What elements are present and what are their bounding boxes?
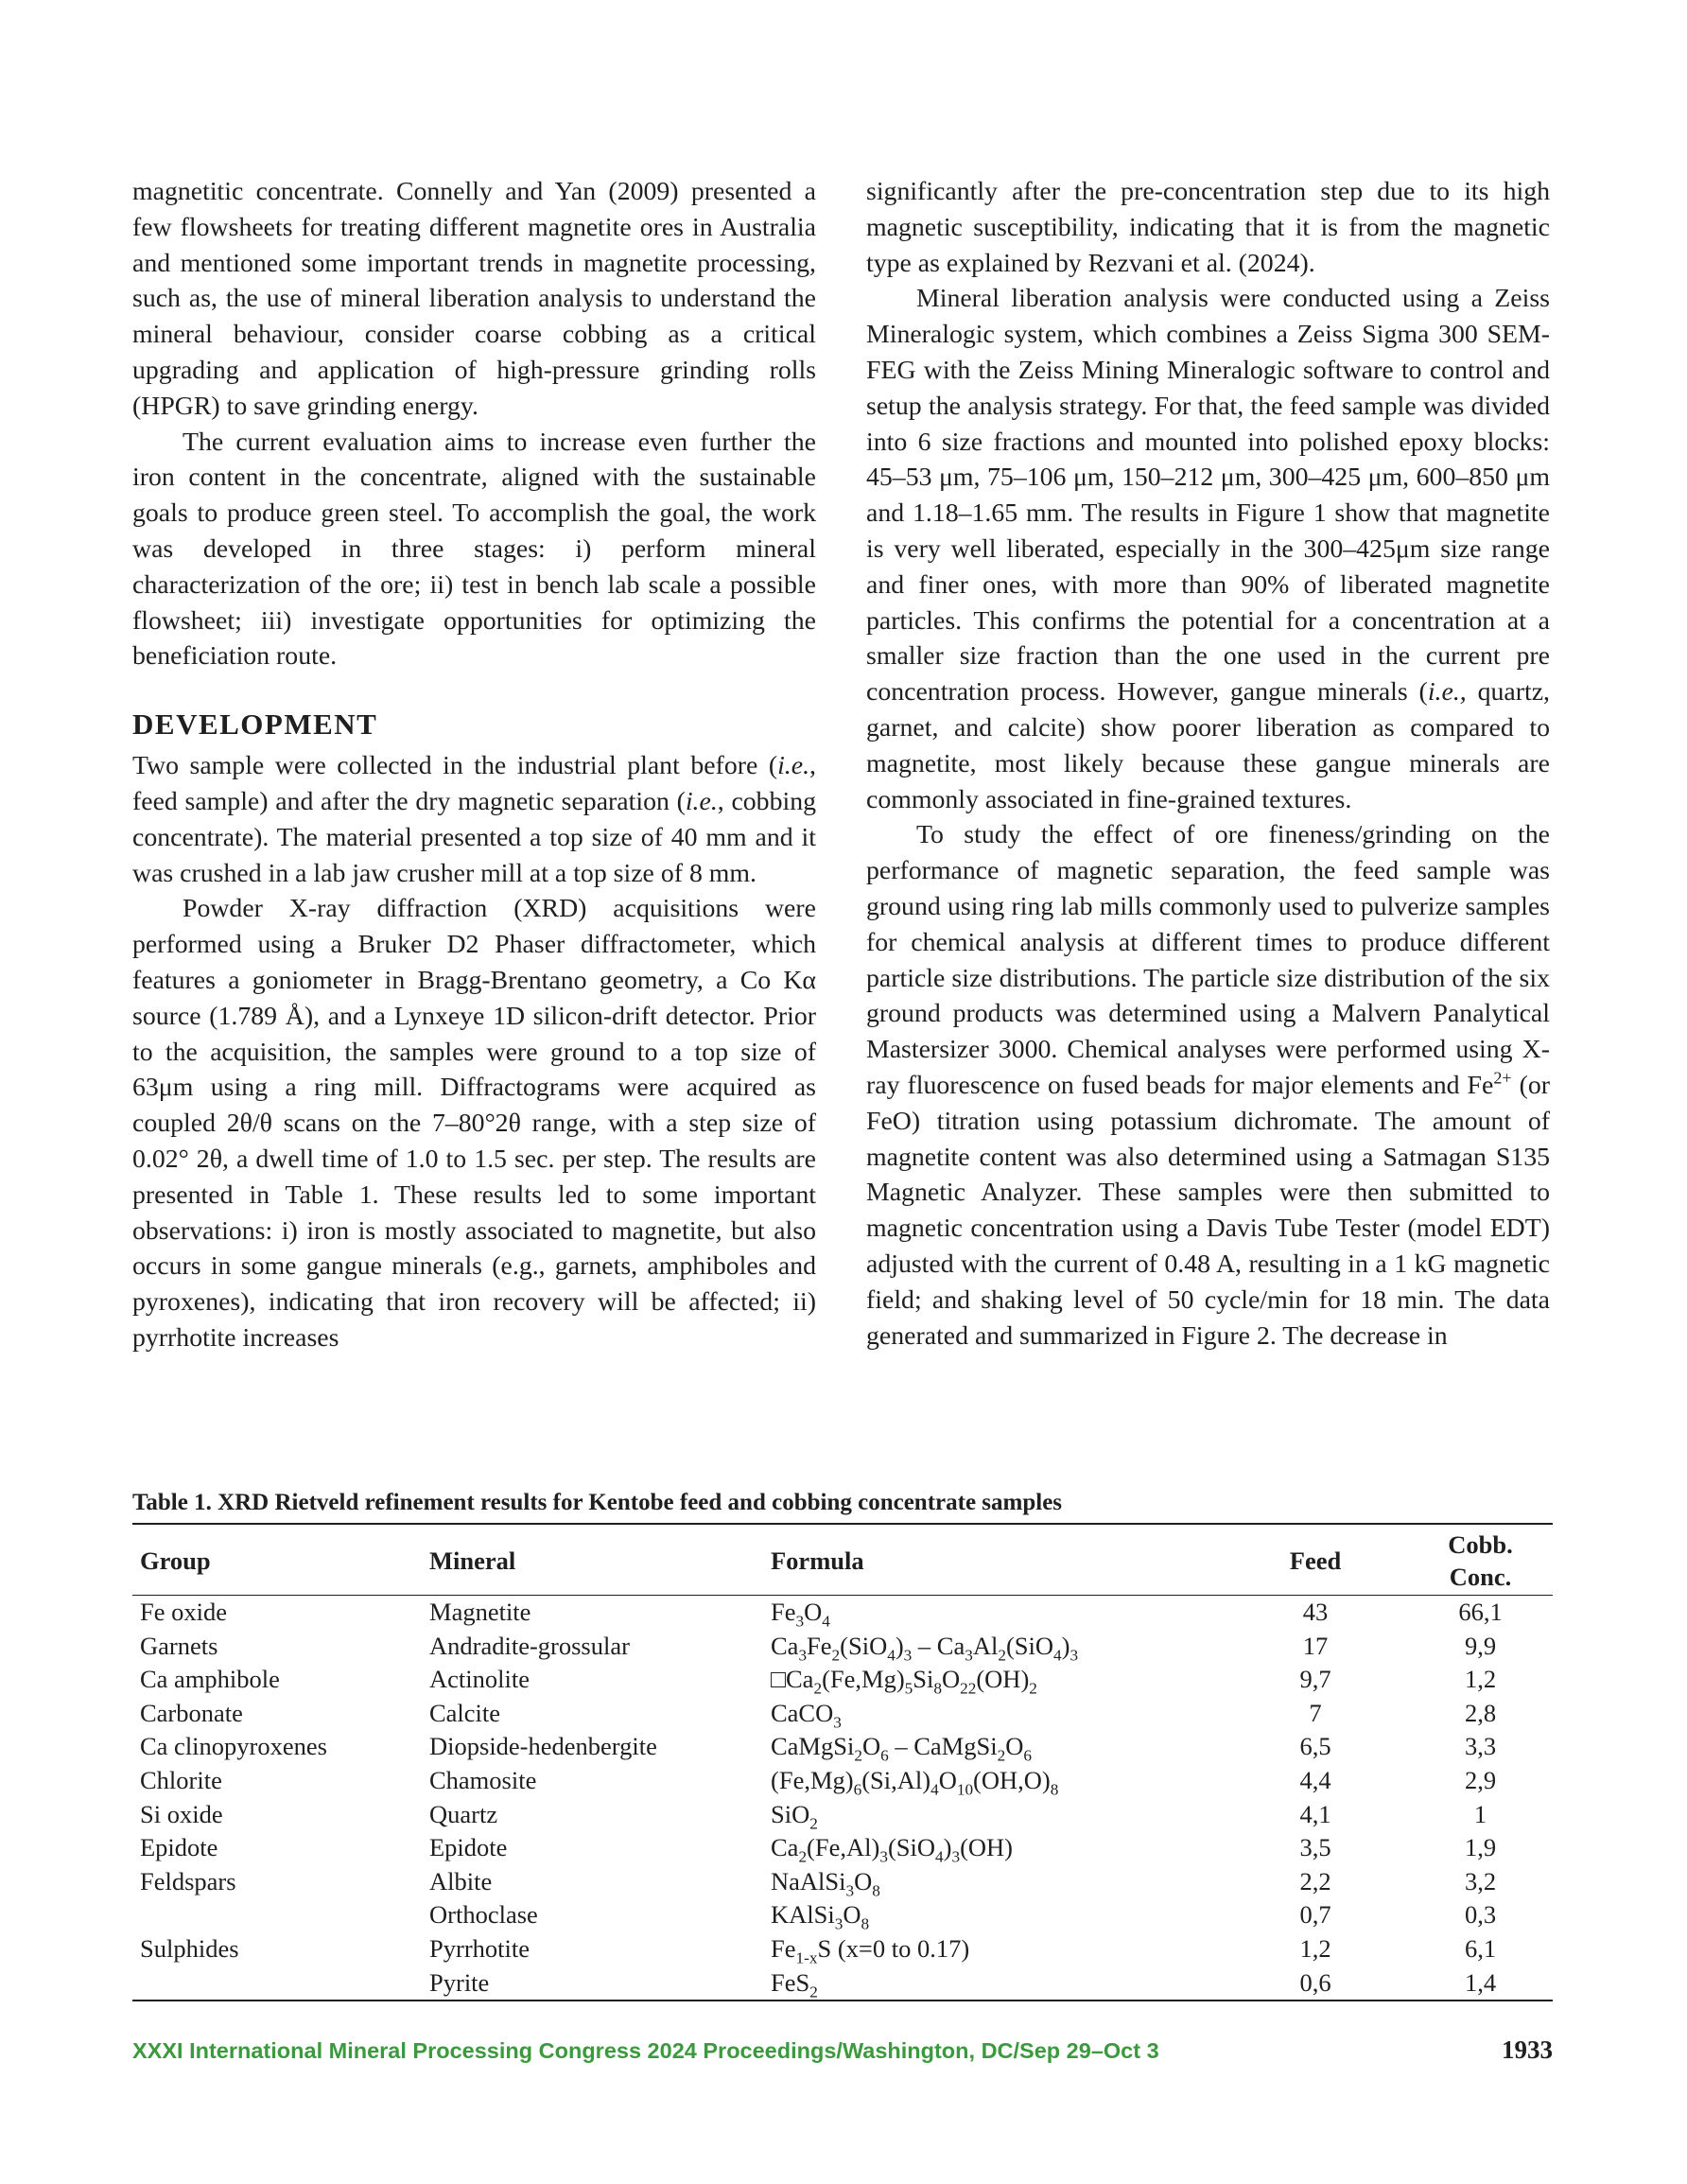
paragraph: significantly after the pre-concentration step due to its high magnetic susceptibility, indicating that it is from the magnetic type as explained by Rezvani et al. (2024).: [866, 177, 1550, 278]
xrd-results-table: [132, 1523, 1553, 2001]
cell-mineral: Calcite: [429, 1698, 501, 1727]
cell-cobb-conc: 1,2: [1464, 1665, 1497, 1694]
column-header-mineral: Mineral: [422, 1524, 763, 1596]
cell-feed: 0,6: [1299, 1967, 1331, 1997]
cell-cobb-conc: 6,1: [1464, 1933, 1497, 1963]
cell-mineral: Pyrite: [429, 1967, 490, 1997]
paragraph: Two sample were collected in the industrial plant before (i.e., feed sample) and after the dry magnetic separation (i.e., cobbing concentrate). The material presented a top size of 40 mm and it was crushed in a lab jaw crusher mill at a top size of 8 mm.: [132, 751, 816, 888]
cell-cobb-conc: 1: [1473, 1799, 1487, 1828]
cell-group: Chlorite: [140, 1765, 222, 1794]
table-row: [132, 1932, 1553, 1966]
column-header-formula: Formula: [763, 1524, 1223, 1596]
cell-formula: $(Fe,Mg)_6(Si,Al)_4O_{10}(OH,O)_8$: [771, 1765, 1059, 1799]
footer-text: XXXI International Mineral Processing Congress 2024 Proceedings/Washington, DC/Sep 29–Oct 3: [132, 2038, 1159, 2063]
cell-formula: $KAlSi_3O_8$: [771, 1900, 870, 1933]
cell-mineral: Magnetite: [429, 1598, 531, 1626]
table-caption: Table 1. XRD Rietveld refinement results for Kentobe feed and cobbing concentrate samples: [132, 1490, 1063, 1515]
cell-formula: SiO$_2$: [771, 1799, 818, 1832]
table-row: [132, 1865, 1553, 1899]
column-header-cobb-conc: Cobb. Conc.: [1408, 1524, 1553, 1596]
cell-formula: $Fe_3O_4$: [771, 1598, 830, 1631]
page-footer: [132, 2035, 1553, 2065]
cell-mineral: Pyrrhotite: [429, 1933, 530, 1963]
left-column: [132, 174, 816, 1356]
cell-feed: 3,5: [1299, 1833, 1331, 1862]
paragraph: Mineral liberation analysis were conducted using a Zeiss Mineralogic system, which combines a Zeiss Sigma 300 SEM-FEG with the Zeiss Mining Mineralogic software to control and setup the analysis strategy. For that, the feed sample was divided into 6 size fractions and mounted into polished epoxy blocks: 45–53 μm, 75–106 μm, 150–212 μm, 300–425 μm, 600–850 μm and 1.18–1.65 mm. The results in Figure 1 show that magnetite is very well liberated, especially in the 300–425μm size range and finer ones, with more than 90% of liberated magnetite particles. This confirms the potential for a concentration at a smaller size fraction than the one used in the current pre concentration process. However, gangue minerals (i.e., quartz, garnet, and calcite) show poorer liberation as compared to magnetite, most likely because these gangue minerals are commonly associated in fine-grained textures.: [866, 284, 1550, 814]
cell-mineral: Epidote: [429, 1833, 508, 1862]
cell-feed: 43: [1302, 1598, 1329, 1626]
cell-mineral: Quartz: [429, 1799, 498, 1828]
paragraph: The current evaluation aims to increase even further the iron content in the concentrate, aligned with the sustainable goals to produce green steel. To accomplish the goal, the work was developed in three stages: i) perform mineral characterization of the ore; ii) test in bench lab scale a possible flowsheet; iii) investigate opportunities for optimizing the beneficiation route.: [132, 427, 816, 672]
cell-mineral: Chamosite: [429, 1765, 537, 1794]
cell-feed: 1,2: [1299, 1933, 1331, 1963]
cell-group: Carbonate: [140, 1698, 243, 1727]
cell-cobb-conc: 9,9: [1464, 1631, 1497, 1660]
table-row: [132, 1898, 1553, 1932]
cell-group: Ca clinopyroxenes: [140, 1732, 327, 1761]
table-header-row: [132, 1524, 1553, 1596]
cell-mineral: Actinolite: [429, 1665, 530, 1694]
cell-cobb-conc: 66,1: [1458, 1598, 1503, 1626]
cell-formula: CaCO$_3$: [771, 1698, 842, 1732]
cell-cobb-conc: 3,2: [1464, 1866, 1497, 1896]
cell-group: Garnets: [140, 1631, 218, 1660]
paragraph: Powder X-ray diffraction (XRD) acquisitions were performed using a Bruker D2 Phaser diffractometer, which features a goniometer in Bragg-Brentano geometry, a Co Kα source (1.789 Å), and a Lynxeye 1D silicon-drift detector. Prior to the acquisition, the samples were ground to a top size of 63μm using a ring mill. Diffractograms were acquired as coupled 2θ/θ scans on the 7–80°2θ range, with a step size of 0.02° 2θ, a dwell time of 1.0 to 1.5 sec. per step. The results are presented in Table 1. These results led to some important observations: i) iron is mostly associated to magnetite, but also occurs in some gangue minerals (e.g., garnets, amphiboles and pyroxenes), indicating that iron recovery will be affected; ii) pyrrhotite increases: [132, 894, 816, 1353]
paragraph: To study the effect of ore fineness/grinding on the performance of magnetic separation, the feed sample was ground using ring lab mills commonly used to pulverize samples for chemical analysis at different times to produce different particle size distributions. The particle size distribution of the six ground products was determined using a Malvern Panalytical Mastersizer 3000. Chemical analyses were performed using X-ray fluorescence on fused beads for major elements and $Fe^{2+}$ (or FeO) titration using potassium dichromate. The amount of magnetite content was also determined using a Satmagan S135 Magnetic Analyzer. These samples were then submitted to magnetic concentration using a Davis Tube Tester (model EDT) adjusted with the current of 0.48 A, resulting in a 1 kG magnetic field; and shaking level of 50 cycle/min for 18 min. The data generated and summarized in Figure 2. The decrease in: [866, 820, 1550, 1351]
cell-cobb-conc: 0,3: [1464, 1900, 1497, 1930]
cell-feed: 6,5: [1299, 1732, 1331, 1761]
cell-group: Ca amphibole: [140, 1665, 280, 1694]
cell-group: Epidote: [140, 1833, 218, 1862]
cell-mineral: Andradite-grossular: [429, 1631, 630, 1660]
cell-cobb-conc: 3,3: [1464, 1732, 1497, 1761]
table-row: [132, 1966, 1553, 2001]
cell-feed: 0,7: [1299, 1900, 1331, 1930]
cell-group: [132, 1898, 422, 1932]
table-row: [132, 1596, 1553, 1630]
cell-formula: FeS$_2$: [771, 1967, 818, 2001]
cell-formula: $Ca_2(Fe,Al)_3(SiO_4)_3(OH)$: [771, 1833, 1013, 1866]
cell-group: Si oxide: [140, 1799, 223, 1828]
page-number: 1933: [1502, 2035, 1553, 2064]
cell-formula: $CaMgSi_2O_6$ – $CaMgSi_2O_6$: [771, 1732, 1032, 1765]
table-container: [132, 1489, 1553, 2001]
cell-cobb-conc: 1,4: [1464, 1967, 1497, 1997]
table-row: [132, 1697, 1553, 1731]
cell-feed: 2,2: [1299, 1866, 1331, 1896]
cell-formula: $□Ca_2(Fe,Mg)_5Si_8O_{22}(OH)_2$: [771, 1665, 1037, 1698]
cell-cobb-conc: 1,9: [1464, 1833, 1497, 1862]
table-row: [132, 1730, 1553, 1764]
table-row: [132, 1630, 1553, 1664]
table-row: [132, 1764, 1553, 1798]
cell-mineral: Diopside-hedenbergite: [429, 1732, 657, 1761]
table-row: [132, 1798, 1553, 1832]
cell-group: Sulphides: [140, 1933, 239, 1963]
cell-mineral: Orthoclase: [429, 1900, 538, 1930]
right-column: [866, 174, 1550, 1354]
column-header-group: Group: [132, 1524, 422, 1596]
table-row: [132, 1663, 1553, 1697]
cell-cobb-conc: 2,9: [1464, 1765, 1497, 1794]
cell-formula: $Fe_{1-x}S$ (x=0 to 0.17): [771, 1933, 970, 1967]
cell-feed: 17: [1302, 1631, 1329, 1660]
section-heading: DEVELOPMENT: [132, 708, 378, 742]
table-row: [132, 1831, 1553, 1865]
cell-feed: 4,4: [1299, 1765, 1331, 1794]
cell-feed: 7: [1309, 1698, 1322, 1727]
cell-group: [132, 1966, 422, 2001]
column-header-feed: Feed: [1223, 1524, 1408, 1596]
cell-cobb-conc: 2,8: [1464, 1698, 1497, 1727]
cell-group: Fe oxide: [140, 1598, 227, 1626]
cell-mineral: Albite: [429, 1866, 493, 1896]
cell-formula: $Ca_3Fe_2(SiO_4)_3 - Ca_3Al_2(SiO_4)_3$: [771, 1631, 1079, 1664]
cell-formula: $NaAlSi_3O_8$: [771, 1866, 880, 1900]
cell-group: Feldspars: [140, 1866, 236, 1896]
cell-feed: 9,7: [1299, 1665, 1331, 1694]
paragraph: magnetitic concentrate. Connelly and Yan (2009) presented a few flowsheets for treating different magnetite ores in Australia and mentioned some important trends in magnetite processing, such as, the use of mineral liberation analysis to understand the mineral behaviour, consider coarse cobbing as a critical upgrading and application of high-pressure grinding rolls (HPGR) to save grinding energy.: [132, 177, 816, 421]
cell-feed: 4,1: [1299, 1799, 1331, 1828]
